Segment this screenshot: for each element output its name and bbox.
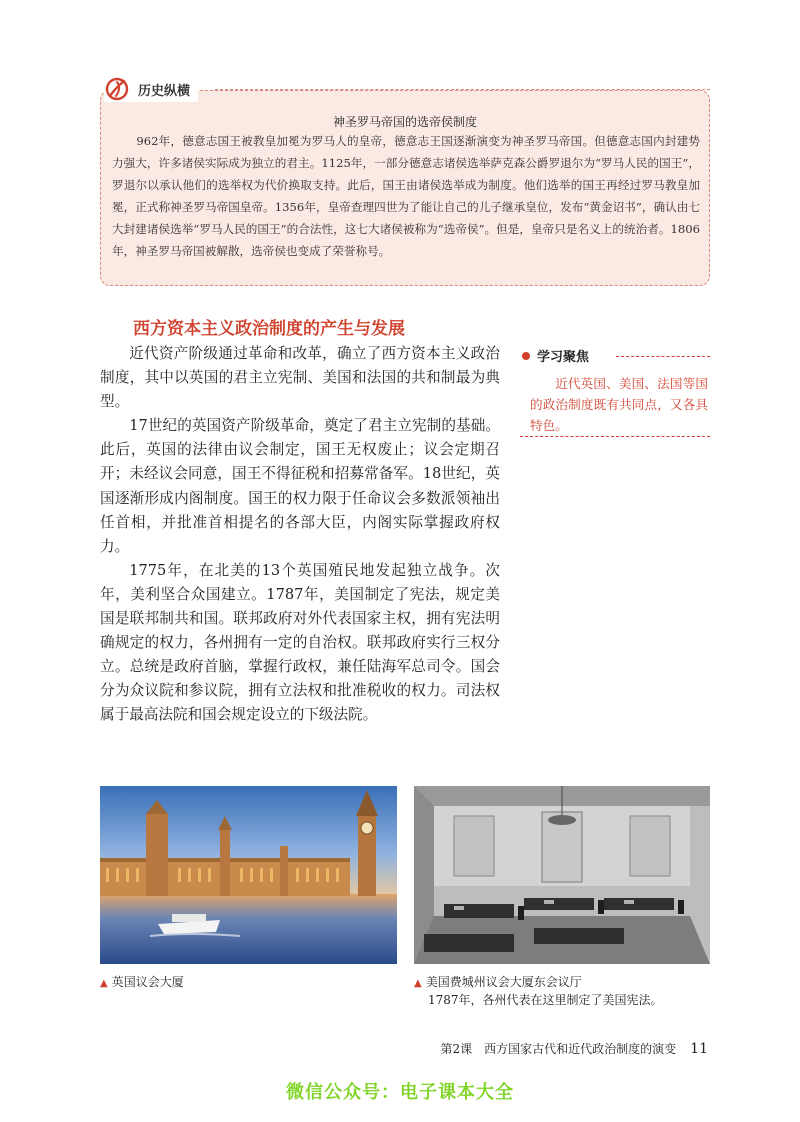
photo-uk-parliament	[100, 786, 397, 964]
paragraph-3: 1775年，在北美的13个英国殖民地发起独立战争。次年，美利坚合众国建立。1787年，美国制定了宪法，规定美国是联邦制共和国。联邦政府对外代表国家主权，拥有宪法明确规定的权力，各州拥有一定的自治权。联邦政府实行三权分立。总统是政府首脑，掌握行政权，兼任陆海军总司令。国会分为众议院和参议院，拥有立法权和批准税收的权力。司法权属于最高法院和国会规定设立的下级法院。	[100, 561, 500, 724]
photo-us-assembly-room	[414, 786, 710, 964]
history-header-label: 历史纵横	[138, 83, 191, 99]
paragraph-2: 17世纪的英国资产阶级革命，奠定了君主立宪制的基础。此后，英国的法律由议会制定，国王无权废止；议会定期召开；未经议会同意，国王不得征税和招募常备军。18世纪，英国逐渐形成内阁制度。国王的权力限于任命议会多数派领袖出任首相，并批准首相提名的各部大臣，内阁实际掌握政府权力。	[100, 417, 500, 555]
main-text	[100, 342, 500, 728]
focus-title: 学习聚焦	[537, 350, 590, 365]
page-footer	[441, 1040, 708, 1057]
page-number: 11	[690, 1041, 708, 1057]
caption-uk-parliament	[100, 973, 184, 990]
caption-triangle-icon: ▲	[100, 978, 108, 989]
footer-lesson-title: 第2课 西方国家古代和近代政治制度的演变	[440, 1042, 677, 1056]
history-box-body: 962年，德意志国王被教皇加冕为罗马人的皇帝，德意志王国逐渐演变为神圣罗马帝国。但德意志国内封建势力强大，许多诸侯实际成为独立的君主。1125年，一部分德意志诸侯选举萨克森公爵罗退尔为“罗马人民的国王”，罗退尔以承认他们的选举权为代价换取支持。此后，国王由诸侯选举成为制度。他们选举的国王再经过罗马教皇加冕，正式称神圣罗马帝国皇帝。1356年，皇帝查理四世为了能让自己的儿子继承皇位，发布“黄金诏书”，确认由七大封建诸侯选举“罗马人民的国王”的合法性，这七大诸侯被称为“选帝侯”。但是，皇帝只是名义上的统治者。1806年，神圣罗马帝国被解散，选帝侯也变成了荣誉称号。	[112, 134, 700, 258]
watermark-text: 微信公众号：电子课本大全	[286, 1082, 514, 1103]
paragraph-1: 近代资产阶级通过革命和改革，确立了西方资本主义政治制度，其中以英国的君主立宪制、美国和法国的共和制最为典型。	[100, 345, 500, 411]
caption-uk-parliament-text: 英国议会大厦	[111, 975, 184, 989]
history-header-rule	[215, 89, 710, 90]
history-header	[104, 76, 198, 102]
focus-rule	[616, 356, 710, 357]
focus-bullet-icon	[522, 352, 530, 360]
history-box-title: 神圣罗马帝国的选帝侯制度	[332, 115, 477, 129]
study-focus-note	[520, 346, 710, 438]
caption-us-assembly-room-note: 1787年，各州代表在这里制定了美国宪法。	[428, 993, 663, 1007]
focus-text: 近代英国、美国、法国等国的政治制度既有共同点，又各具特色。	[530, 376, 708, 433]
section-title: 西方资本主义政治制度的产生与发展	[133, 319, 405, 339]
caption-us-assembly-room-text: 美国费城州议会大厦东会议厅	[425, 975, 582, 989]
focus-bottom-rule	[520, 436, 710, 437]
caption-us-assembly-room	[414, 973, 582, 990]
history-scroll-icon	[104, 76, 130, 102]
caption-triangle-icon: ▲	[414, 978, 422, 989]
